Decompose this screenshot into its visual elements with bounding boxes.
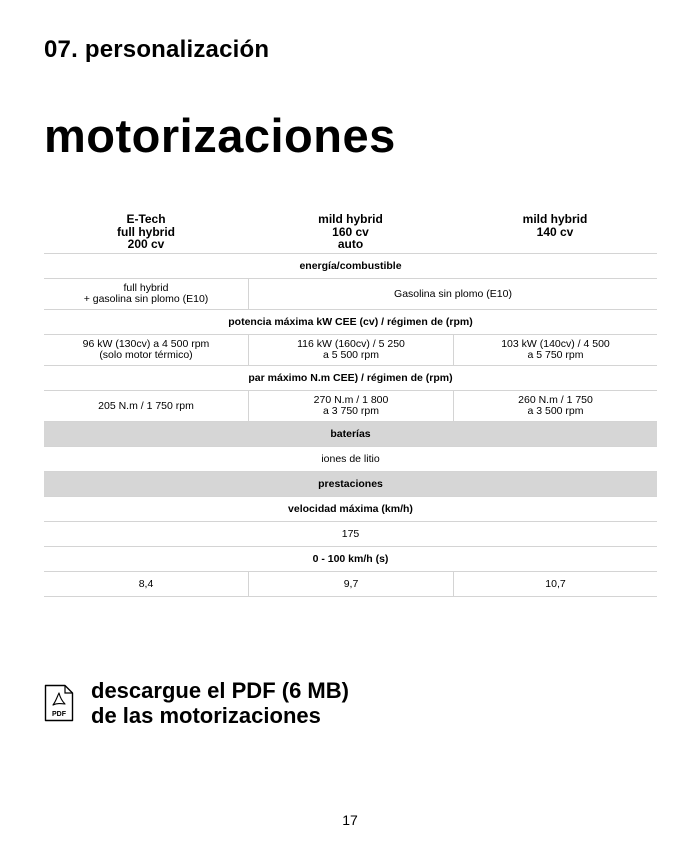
download-pdf-text[interactable]: descargue el PDF (6 MB) de las motorizaciones — [91, 678, 349, 728]
download-pdf-link[interactable] — [44, 678, 349, 728]
table-row — [44, 254, 657, 279]
pdf-icon[interactable] — [44, 684, 74, 722]
pdf-icon-label: PDF — [52, 711, 66, 718]
baterias-value: iones de litio — [321, 452, 380, 465]
table-row — [44, 547, 657, 572]
aceleracion-mild-140: 10,7 — [453, 572, 657, 596]
aceleracion-etech: 8,4 — [138, 577, 154, 590]
table-row — [44, 472, 657, 497]
velocidad-label: velocidad máxima (km/h) — [288, 502, 413, 515]
energia-etech: full hybrid + gasolina sin plomo (E10) — [83, 282, 209, 305]
aceleracion-mild-160: 9,7 — [248, 572, 453, 596]
energia-label: energía/combustible — [299, 259, 402, 272]
table-row — [44, 497, 657, 522]
table-row — [44, 310, 657, 335]
column-header-etech: E-Tech full hybrid 200 cv — [117, 212, 175, 251]
table-row — [44, 366, 657, 391]
table-row — [44, 279, 657, 310]
energia-mild: Gasolina sin plomo (E10) — [248, 279, 657, 309]
par-label: par máximo N.m CEE) / régimen de (rpm) — [248, 371, 453, 384]
potencia-mild-160: 116 kW (160cv) / 5 250 a 5 500 rpm — [248, 335, 453, 365]
aceleracion-label: 0 - 100 km/h (s) — [312, 552, 389, 565]
table-header — [44, 210, 657, 254]
column-header-mild-140: mild hybrid 140 cv — [522, 212, 588, 239]
section-heading: 07. personalización — [44, 36, 270, 63]
velocidad-value: 175 — [341, 527, 360, 540]
table-row — [44, 335, 657, 366]
par-mild-160: 270 N.m / 1 800 a 3 750 rpm — [248, 391, 453, 421]
potencia-label: potencia máxima kW CEE (cv) / régimen de (rpm) — [228, 315, 473, 328]
potencia-mild-140: 103 kW (140cv) / 4 500 a 5 750 rpm — [453, 335, 657, 365]
table-row — [44, 422, 657, 447]
page-number: 17 — [342, 812, 358, 828]
table-row — [44, 572, 657, 597]
baterias-label: baterías — [330, 427, 371, 440]
table-row — [44, 522, 657, 547]
column-header-mild-160: mild hybrid 160 cv auto — [318, 212, 383, 251]
specs-table — [44, 210, 657, 597]
table-row — [44, 447, 657, 472]
table-row — [44, 391, 657, 422]
page-title: motorizaciones — [44, 109, 396, 162]
prestaciones-label: prestaciones — [318, 477, 383, 490]
par-mild-140: 260 N.m / 1 750 a 3 500 rpm — [453, 391, 657, 421]
potencia-etech: 96 kW (130cv) a 4 500 rpm (solo motor térmico) — [82, 338, 210, 361]
par-etech: 205 N.m / 1 750 rpm — [98, 399, 194, 412]
